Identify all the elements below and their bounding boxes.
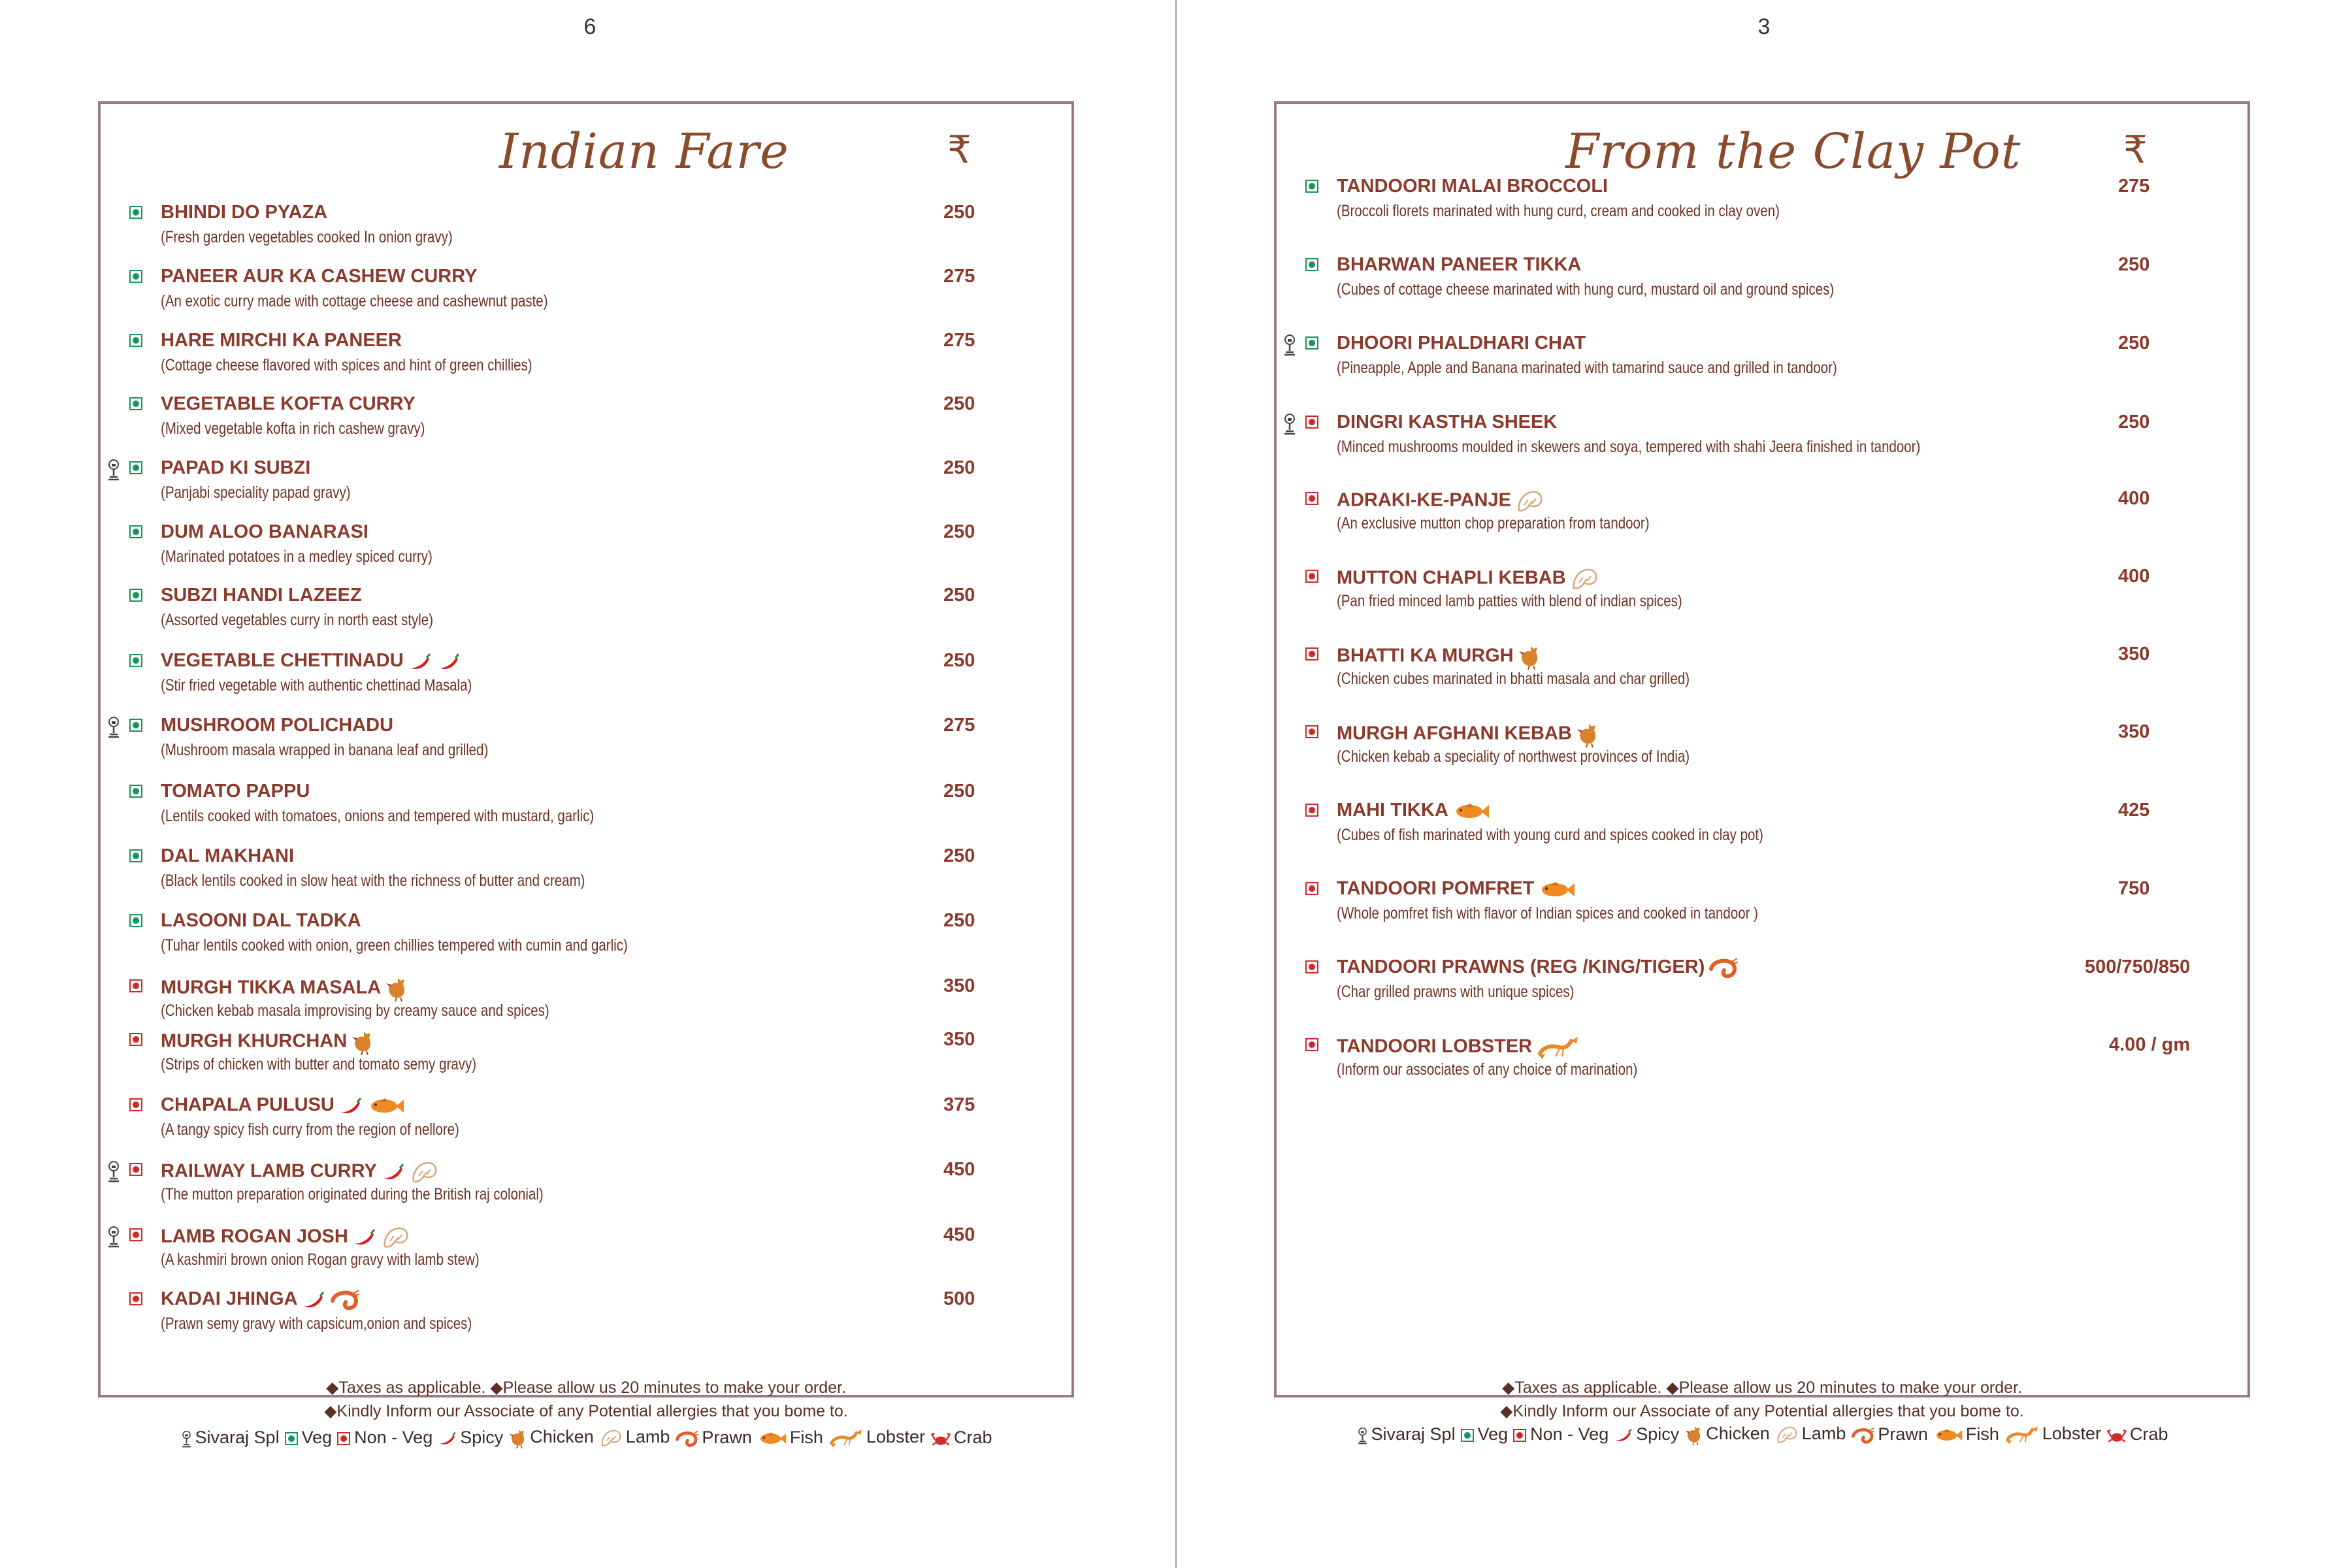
non-veg-mark-icon xyxy=(1305,960,1318,973)
item-name-text: CHAPALA PULUSU xyxy=(161,1094,335,1115)
chicken-icon xyxy=(508,1427,530,1446)
item-description: (Assorted vegetables curry in north east style) xyxy=(161,611,434,629)
item-name xyxy=(161,845,294,867)
menu-item xyxy=(1277,644,2244,702)
item-description: (Whole pomfret fish with flavor of Indian spices and cooked in tandoor ) xyxy=(1337,904,1758,923)
legend-item-sivaraj xyxy=(1356,1424,1456,1445)
item-price: 350 xyxy=(2118,644,2150,664)
veg-mark-icon xyxy=(129,525,142,538)
item-description: (Mixed vegetable kofta in rich cashew gravy) xyxy=(161,419,425,438)
item-name xyxy=(1337,333,1586,354)
menu-page-right xyxy=(1177,0,2352,1568)
legend-label: Chicken xyxy=(1706,1424,1770,1444)
non-veg-mark-icon xyxy=(1305,882,1318,895)
item-price: 500 xyxy=(943,1288,975,1309)
item-description: (Char grilled prawns with unique spices) xyxy=(1337,983,1575,1001)
non-veg-mark-icon xyxy=(1305,1038,1318,1051)
menu-item xyxy=(1277,333,2244,391)
item-price: 250 xyxy=(943,457,975,478)
prawn-icon xyxy=(330,1288,364,1309)
item-name-text: KADAI JHINGA xyxy=(161,1288,298,1309)
page-number: 6 xyxy=(583,14,596,39)
item-price: 450 xyxy=(943,1224,975,1245)
rupee-symbol: ₹ xyxy=(2123,127,2148,172)
chili-icon xyxy=(438,1428,460,1447)
menu-item xyxy=(101,650,1068,709)
legend-label: Crab xyxy=(953,1428,992,1448)
fish-icon xyxy=(1538,879,1580,900)
item-name xyxy=(161,1288,364,1311)
item-name-text: LASOONI DAL TADKA xyxy=(161,910,361,931)
legend-item-fish xyxy=(757,1428,823,1448)
non-veg-mark-icon xyxy=(1513,1429,1526,1442)
lamb-icon xyxy=(410,1161,444,1182)
item-price: 400 xyxy=(2118,566,2150,587)
crab-icon xyxy=(930,1428,954,1447)
menu-item xyxy=(101,910,1068,969)
legend-item-veg xyxy=(1461,1424,1509,1445)
menu-item xyxy=(101,781,1068,840)
item-name-text: MAHI TIKKA xyxy=(1337,800,1448,821)
legend-item-fish xyxy=(1933,1424,1999,1445)
veg-mark-icon xyxy=(1305,336,1318,350)
rupee-symbol: ₹ xyxy=(947,127,972,172)
item-description: (Cubes of cottage cheese marinated with hung curd, mustard oil and ground spices) xyxy=(1337,280,1835,299)
menu-item xyxy=(1277,176,2244,235)
item-description: (Minced mushrooms moulded in skewers and soya, tempered with shahi Jeera finished in tandoor) xyxy=(1337,438,1921,456)
prawn-icon xyxy=(1708,956,1742,977)
item-description: (Cubes of fish marinated with young curd and spices cooked in clay pot) xyxy=(1337,826,1763,844)
menu-frame xyxy=(1274,101,2250,1445)
menu-item xyxy=(1277,1034,2244,1093)
item-price: 350 xyxy=(2118,721,2150,742)
item-description: (The mutton preparation originated during the British raj colonial) xyxy=(161,1185,544,1203)
item-price: 425 xyxy=(2118,800,2150,821)
legend-label: Prawn xyxy=(702,1428,752,1448)
allergy-note: ◆Kindly Inform our Associate of any Potential allergies that you bome to. xyxy=(1500,1402,2024,1420)
item-name-text: RAILWAY LAMB CURRY xyxy=(161,1160,377,1182)
menu-item xyxy=(101,1029,1068,1088)
legend-label: Non - Veg xyxy=(1530,1424,1609,1445)
menu-item xyxy=(101,715,1068,774)
page-number: 3 xyxy=(1757,14,1771,39)
item-price: 250 xyxy=(943,781,975,802)
legend-label: Sivaraj Spl xyxy=(1371,1424,1456,1445)
menu-item xyxy=(101,975,1068,1034)
item-name-text: TANDOORI POMFRET xyxy=(1337,878,1535,899)
item-description: (A kashmiri brown onion Rogan gravy with lamb stew) xyxy=(161,1250,480,1269)
item-name xyxy=(1337,1034,1584,1060)
menu-item xyxy=(101,266,1068,325)
veg-mark-icon xyxy=(129,785,142,798)
sivaraj-special-icon xyxy=(106,1226,122,1245)
legend-label: Sivaraj Spl xyxy=(195,1428,280,1448)
allergy-note: ◆Kindly Inform our Associate of any Potential allergies that you bome to. xyxy=(324,1402,848,1420)
item-price: 350 xyxy=(943,1029,975,1050)
veg-mark-icon xyxy=(285,1432,298,1445)
legend xyxy=(101,1427,1071,1448)
item-price: 500/750/850 xyxy=(2085,956,2191,977)
item-name-text: TANDOORI MALAI BROCCOLI xyxy=(1337,176,1609,197)
legend-label: Lamb xyxy=(625,1427,670,1447)
item-price: 275 xyxy=(943,715,975,736)
item-price: 250 xyxy=(943,845,975,866)
item-description: (Pan fried minced lamb patties with blend of indian spices) xyxy=(1337,592,1682,610)
prawn-icon xyxy=(675,1428,702,1447)
item-name-text: MUTTON CHAPLI KEBAB xyxy=(1337,567,1566,589)
sivaraj-special-icon xyxy=(106,459,122,478)
item-name xyxy=(161,521,368,543)
item-price: 250 xyxy=(943,910,975,931)
legend-item-crab xyxy=(930,1428,992,1448)
veg-mark-icon xyxy=(129,397,142,410)
veg-mark-icon xyxy=(129,270,142,283)
veg-mark-icon xyxy=(1305,180,1318,193)
legend xyxy=(1277,1424,2247,1445)
veg-mark-icon xyxy=(129,461,142,474)
item-name-text: DAL MAKHANI xyxy=(161,845,295,866)
item-name xyxy=(1337,878,1580,900)
sivaraj-special-icon xyxy=(106,716,122,736)
non-veg-mark-icon xyxy=(1305,725,1318,738)
item-price: 400 xyxy=(2118,488,2150,509)
chicken-icon xyxy=(1518,645,1545,666)
item-name xyxy=(161,1159,444,1185)
non-veg-mark-icon xyxy=(129,1163,142,1176)
fish-icon xyxy=(757,1428,790,1447)
item-name xyxy=(161,910,361,932)
menu-item xyxy=(1277,488,2244,547)
legend-label: Veg xyxy=(301,1428,333,1448)
menu-notes xyxy=(101,1378,1071,1421)
item-name-text: TANDOORI LOBSTER xyxy=(1337,1036,1533,1057)
item-description: (Chicken kebab masala improvising by creamy sauce and spices) xyxy=(161,1002,549,1020)
item-name-text: PAPAD KI SUBZI xyxy=(161,457,311,478)
item-name-text: MURGH TIKKA MASALA xyxy=(161,977,382,998)
lobster-icon xyxy=(1536,1036,1584,1057)
legend-item-lobster xyxy=(828,1427,925,1448)
non-veg-mark-icon xyxy=(1305,416,1318,429)
menu-item xyxy=(101,1288,1068,1347)
legend-label: Prawn xyxy=(1878,1424,1928,1445)
item-name-text: PANEER AUR KA CASHEW CURRY xyxy=(161,266,478,287)
prawn-icon xyxy=(1851,1424,1878,1444)
veg-mark-icon xyxy=(129,589,142,602)
item-name xyxy=(1337,254,1581,276)
item-name-text: ADRAKI-KE-PANJE xyxy=(1337,489,1511,511)
taxes-note: ◆Taxes as applicable. xyxy=(1502,1379,1667,1397)
item-name-text: LAMB ROGAN JOSH xyxy=(161,1226,348,1247)
sivaraj-special-icon xyxy=(1282,413,1298,433)
menu-item xyxy=(1277,566,2244,625)
lobster-icon xyxy=(2004,1424,2042,1443)
menu-item xyxy=(1277,800,2244,858)
legend-label: Veg xyxy=(1477,1424,1509,1445)
sivaraj-icon xyxy=(1356,1424,1371,1444)
item-name-text: TANDOORI PRAWNS (REG /KING/TIGER) xyxy=(1337,956,1705,977)
sivaraj-special-icon xyxy=(1282,334,1298,353)
item-description: (Panjabi speciality papad gravy) xyxy=(161,483,351,502)
item-description: (Black lentils cooked in slow heat with the richness of butter and cream) xyxy=(161,872,585,890)
legend-item-chicken xyxy=(1684,1424,1770,1445)
section-title: From the Clay Pot xyxy=(1565,123,2021,180)
item-name xyxy=(161,975,412,1002)
item-name-text: SUBZI HANDI LAZEEZ xyxy=(161,585,362,606)
item-name xyxy=(161,457,310,479)
item-description: (Chicken cubes marinated in bhatti masala and char grilled) xyxy=(1337,670,1690,688)
item-description: (A tangy spicy fish curry from the region of nellore) xyxy=(161,1120,459,1139)
legend-label: Spicy xyxy=(1636,1424,1680,1445)
legend-label: Fish xyxy=(1965,1424,1999,1445)
legend-item-spicy xyxy=(438,1428,503,1448)
item-name-text: MUSHROOM POLICHADU xyxy=(161,715,394,736)
item-description: (Pineapple, Apple and Banana marinated with tamarind sauce and grilled in tandoor) xyxy=(1337,359,1837,377)
section-title: Indian Fare xyxy=(499,123,789,180)
item-name xyxy=(161,781,310,802)
item-description: (Inform our associates of any choice of marination) xyxy=(1337,1060,1638,1079)
item-price: 250 xyxy=(943,585,975,606)
legend-item-sivaraj xyxy=(180,1428,280,1448)
legend-label: Spicy xyxy=(460,1428,504,1448)
lamb-icon xyxy=(1775,1424,1802,1443)
legend-item-crab xyxy=(2106,1424,2168,1445)
veg-mark-icon xyxy=(1461,1429,1474,1442)
menu-frame xyxy=(98,101,1074,1448)
menu-item xyxy=(101,457,1068,516)
menu-item xyxy=(101,1094,1068,1153)
sivaraj-icon xyxy=(180,1428,195,1447)
legend-item-nonveg xyxy=(337,1428,433,1448)
chili-icon xyxy=(408,651,436,672)
item-name xyxy=(1337,412,1557,433)
item-name xyxy=(161,1224,415,1250)
non-veg-mark-icon xyxy=(1305,570,1318,583)
menu-item xyxy=(101,521,1068,580)
sivaraj-special-icon xyxy=(106,1160,122,1180)
menu-item xyxy=(1277,254,2244,313)
item-name xyxy=(161,585,362,606)
menu-item xyxy=(101,330,1068,389)
menu-item xyxy=(101,845,1068,904)
lamb-icon xyxy=(1570,568,1604,589)
non-veg-mark-icon xyxy=(1305,647,1318,661)
chili-icon xyxy=(436,651,465,672)
item-name-text: BHINDI DO PYAZA xyxy=(161,202,328,223)
item-name xyxy=(1337,176,1608,197)
item-name-text: HARE MIRCHI KA PANEER xyxy=(161,330,402,351)
menu-item xyxy=(1277,956,2244,1015)
item-price: 275 xyxy=(943,266,975,287)
menu-item xyxy=(101,202,1068,261)
item-name xyxy=(161,393,416,415)
item-description: (An exclusive mutton chop preparation from tandoor) xyxy=(1337,514,1650,532)
menu-item xyxy=(101,585,1068,644)
legend-item-prawn xyxy=(1851,1424,1928,1445)
veg-mark-icon xyxy=(129,849,142,862)
legend-label: Fish xyxy=(789,1428,823,1448)
chili-icon xyxy=(1614,1424,1636,1444)
lamb-icon xyxy=(1515,490,1549,511)
item-description: (Chicken kebab a speciality of northwest provinces of India) xyxy=(1337,747,1690,766)
legend-item-lamb xyxy=(1775,1424,1846,1445)
item-name xyxy=(161,202,327,223)
fish-icon xyxy=(1933,1424,1966,1444)
item-description: (Fresh garden vegetables cooked In onion gravy) xyxy=(161,228,453,246)
fish-icon xyxy=(1452,800,1494,821)
item-price: 450 xyxy=(943,1159,975,1180)
note-line xyxy=(1277,1378,2247,1397)
item-price: 4.00 / gm xyxy=(2109,1034,2191,1055)
legend-label: Lamb xyxy=(1801,1424,1846,1444)
item-name xyxy=(1337,956,1742,979)
item-name-text: VEGETABLE KOFTA CURRY xyxy=(161,393,416,414)
legend-item-spicy xyxy=(1614,1424,1679,1445)
item-name xyxy=(1337,721,1603,747)
lamb-icon xyxy=(381,1226,415,1247)
legend-item-lobster xyxy=(2004,1424,2101,1445)
item-description: (Prawn semy gravy with capsicum,onion and spices) xyxy=(161,1315,472,1333)
item-name xyxy=(161,715,393,736)
non-veg-mark-icon xyxy=(129,979,142,992)
item-name-text: BHATTI KA MURGH xyxy=(1337,645,1514,666)
note-line xyxy=(101,1378,1071,1397)
item-price: 350 xyxy=(943,975,975,996)
item-price: 250 xyxy=(2118,254,2150,275)
item-name xyxy=(161,330,402,351)
chili-icon xyxy=(352,1226,381,1247)
item-description: (Broccoli florets marinated with hung curd, cream and cooked in clay oven) xyxy=(1337,202,1780,220)
veg-mark-icon xyxy=(129,206,142,219)
item-name-text: MURGH AFGHANI KEBAB xyxy=(1337,723,1572,744)
non-veg-mark-icon xyxy=(337,1432,350,1445)
item-price: 375 xyxy=(943,1094,975,1115)
legend-label: Lobster xyxy=(866,1427,925,1447)
non-veg-mark-icon xyxy=(129,1098,142,1111)
menu-item xyxy=(1277,412,2244,470)
taxes-note: ◆Taxes as applicable. xyxy=(326,1379,491,1397)
chicken-icon xyxy=(351,1031,378,1052)
veg-mark-icon xyxy=(129,334,142,347)
non-veg-mark-icon xyxy=(129,1228,142,1241)
item-name-text: DHOORI PHALDHARI CHAT xyxy=(1337,333,1586,353)
lamb-icon xyxy=(599,1427,626,1446)
menu-item xyxy=(101,1159,1068,1218)
legend-label: Chicken xyxy=(530,1427,594,1447)
menu-item xyxy=(1277,721,2244,780)
item-name xyxy=(1337,644,1545,670)
menu-item xyxy=(1277,878,2244,937)
item-name xyxy=(1337,488,1549,514)
crab-icon xyxy=(2106,1424,2130,1444)
non-veg-mark-icon xyxy=(129,1292,142,1305)
legend-label: Crab xyxy=(2129,1424,2168,1445)
non-veg-mark-icon xyxy=(1305,492,1318,505)
chili-icon xyxy=(381,1161,410,1182)
chili-icon xyxy=(338,1095,367,1116)
item-description: (An exotic curry made with cottage cheese and cashewnut paste) xyxy=(161,292,548,310)
item-price: 250 xyxy=(943,393,975,414)
chicken-icon xyxy=(1684,1424,1706,1443)
item-description: (Mushroom masala wrapped in banana leaf and grilled) xyxy=(161,741,489,759)
non-veg-mark-icon xyxy=(129,1033,142,1046)
item-description: (Stir fried vegetable with authentic chettinad Masala) xyxy=(161,676,472,694)
menu-item xyxy=(101,393,1068,452)
legend-item-veg xyxy=(285,1428,333,1448)
chicken-icon xyxy=(1576,723,1603,744)
legend-label: Lobster xyxy=(2042,1424,2101,1444)
wait-time-note: ◆Please allow us 20 minutes to make your order. xyxy=(1666,1379,2022,1397)
non-veg-mark-icon xyxy=(1305,804,1318,817)
item-name-text: TOMATO PAPPU xyxy=(161,781,310,802)
item-name xyxy=(1337,800,1494,822)
legend-item-lamb xyxy=(599,1427,670,1448)
item-price: 275 xyxy=(943,330,975,351)
item-description: (Strips of chicken with butter and tomato semy gravy) xyxy=(161,1055,477,1073)
item-name xyxy=(161,1094,409,1117)
item-price: 250 xyxy=(2118,412,2150,433)
item-description: (Marinated potatoes in a medley spiced curry) xyxy=(161,547,433,566)
item-price: 750 xyxy=(2118,878,2150,899)
item-name xyxy=(161,1029,378,1055)
item-name xyxy=(1337,566,1604,592)
item-description: (Lentils cooked with tomatoes, onions and tempered with mustard, garlic) xyxy=(161,807,595,825)
menu-item xyxy=(101,1224,1068,1283)
legend-label: Non - Veg xyxy=(354,1428,433,1448)
fish-icon xyxy=(367,1095,409,1116)
item-name-text: DINGRI KASTHA SHEEK xyxy=(1337,412,1558,433)
legend-item-prawn xyxy=(675,1428,752,1448)
item-name xyxy=(161,650,465,672)
chicken-icon xyxy=(385,977,412,998)
item-description: (Tuhar lentils cooked with onion, green chillies tempered with cumin and garlic) xyxy=(161,936,628,955)
wait-time-note: ◆Please allow us 20 minutes to make your order. xyxy=(490,1379,846,1397)
veg-mark-icon xyxy=(1305,258,1318,271)
veg-mark-icon xyxy=(129,719,142,732)
item-price: 250 xyxy=(943,202,975,223)
legend-item-nonveg xyxy=(1513,1424,1609,1445)
chili-icon xyxy=(301,1288,330,1309)
item-name-text: VEGETABLE CHETTINADU xyxy=(161,650,404,671)
menu-notes xyxy=(1277,1378,2247,1421)
item-name-text: BHARWAN PANEER TIKKA xyxy=(1337,254,1582,275)
item-description: (Cottage cheese flavored with spices and hint of green chillies) xyxy=(161,356,532,374)
item-price: 250 xyxy=(2118,333,2150,353)
item-name-text: MURGH KHURCHAN xyxy=(161,1030,348,1052)
item-name-text: DUM ALOO BANARASI xyxy=(161,521,368,542)
item-price: 250 xyxy=(943,521,975,542)
item-price: 275 xyxy=(2118,176,2150,197)
item-name xyxy=(161,266,477,287)
lobster-icon xyxy=(828,1427,866,1446)
veg-mark-icon xyxy=(129,914,142,927)
legend-item-chicken xyxy=(508,1427,594,1448)
veg-mark-icon xyxy=(129,654,142,667)
item-price: 250 xyxy=(943,650,975,671)
